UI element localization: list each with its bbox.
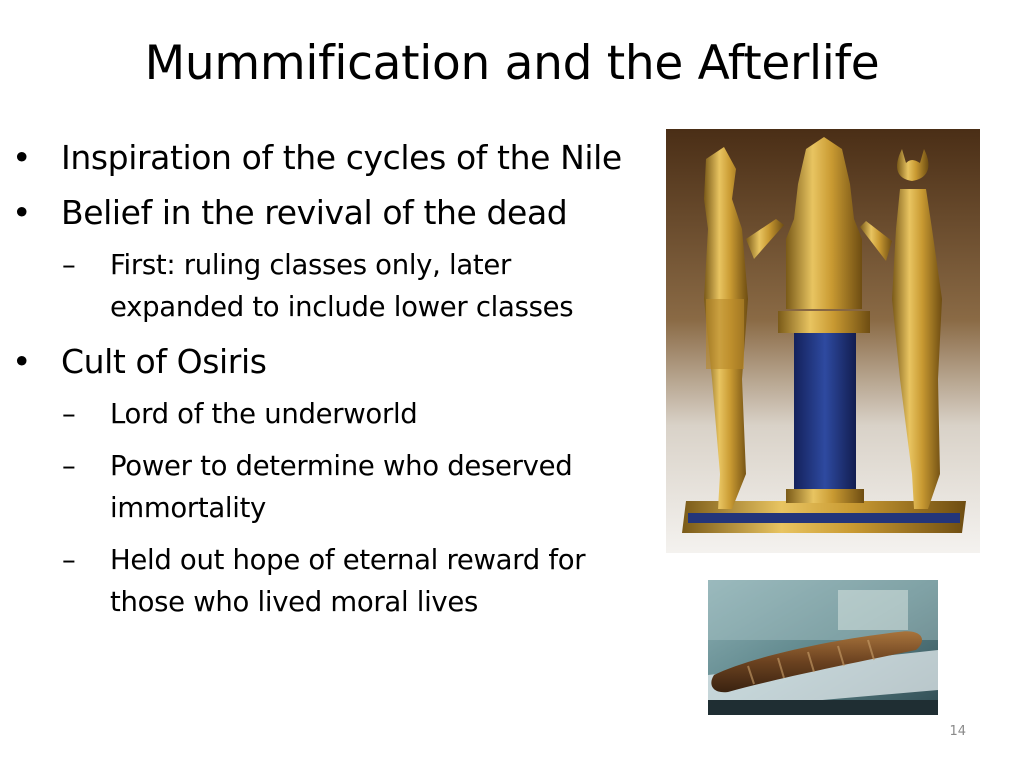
bullet-mark: • <box>12 193 32 232</box>
bullet-mark: • <box>12 138 32 177</box>
dash-mark: – <box>62 249 76 281</box>
dash-mark: – <box>62 398 76 430</box>
dash-mark: – <box>62 450 76 482</box>
dash-mark: – <box>62 544 76 576</box>
sub-bullet-text: Power to determine who deserved immortality <box>110 450 573 524</box>
sub-bullet-text: First: ruling classes only, later expanded to include lower classes <box>110 249 574 323</box>
sub-bullet-text: Held out hope of eternal reward for those who lived moral lives <box>110 544 586 618</box>
sub-bullet-item <box>10 445 650 529</box>
bullet-text: Cult of Osiris <box>61 342 267 381</box>
sub-bullet-text: Lord of the underworld <box>110 398 418 430</box>
bullet-item <box>10 338 650 385</box>
golden-statuette-image <box>666 129 980 553</box>
sub-bullet-item <box>10 244 650 328</box>
bullet-text: Inspiration of the cycles of the Nile <box>61 138 622 177</box>
bullet-item <box>10 189 650 236</box>
slide-title: Mummification and the Afterlife <box>144 36 880 91</box>
bullet-item <box>10 134 650 181</box>
page-number: 14 <box>949 724 966 739</box>
mummy-image <box>708 580 938 715</box>
bullet-list <box>10 134 650 633</box>
sub-bullet-item <box>10 393 650 435</box>
bullet-text: Belief in the revival of the dead <box>61 193 568 232</box>
bullet-mark: • <box>12 342 32 381</box>
sub-bullet-item <box>10 539 650 623</box>
